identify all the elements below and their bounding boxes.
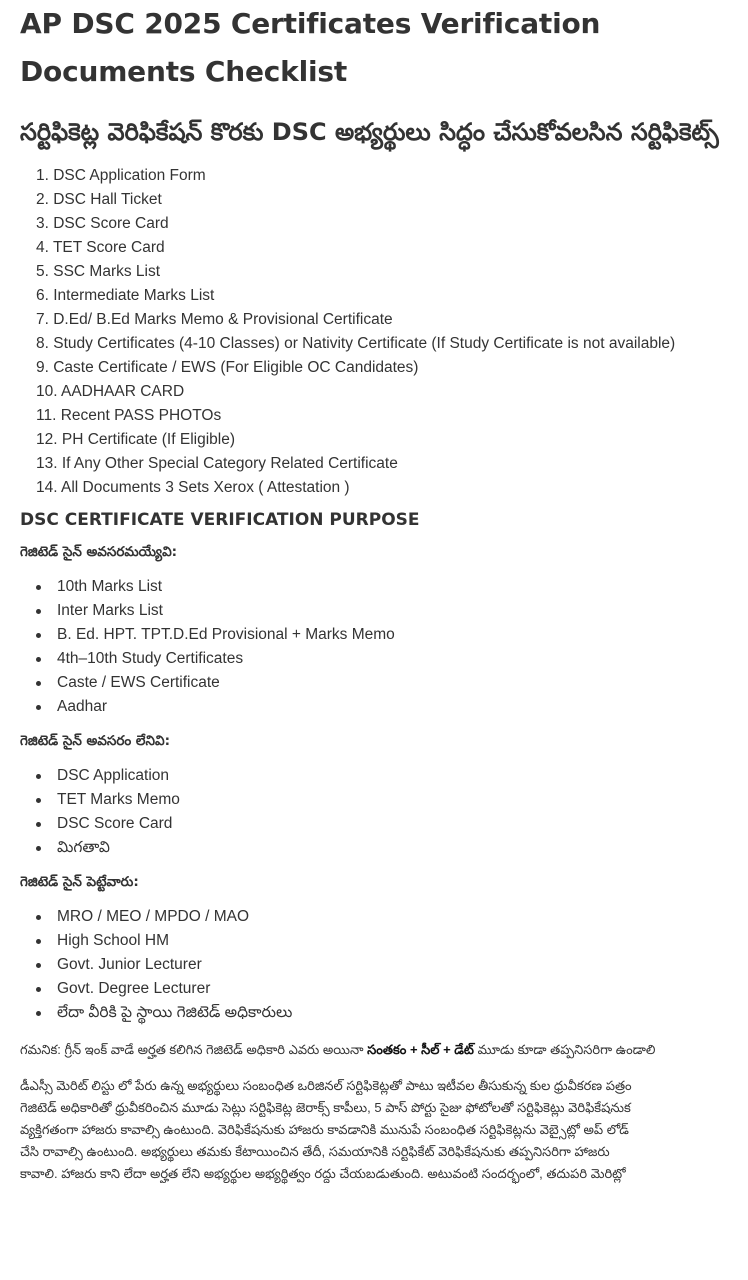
gazetted-not-required-heading: గెజిటెడ్ సైన్ అవసరం లేనివి: xyxy=(20,733,170,749)
paragraph-line: వ్యక్తిగతంగా హాజరు కావాల్సి ఉంటుంది. వెరిఫికేషనుకు హాజరు కావడానికి మునుపే సంబంధిత సర్టిఫికెట్లను వెబ్సైట్లో అప్ లోడ్ xyxy=(20,1122,629,1137)
paragraph-line: డీఎస్సీ మెరిట్ లిస్టు లో పేరు ఉన్న అభ్యర్థులు సంబంధిత ఒరిజినల్ సర్టిఫికెట్లతో పాటు ఇటీవల తీసుకున్న కుల ధ్రువీకరణ పత్రం xyxy=(20,1078,632,1093)
note-prefix: గమనిక: గ్రీన్ ఇంక్ వాడే అర్హత కలిగిన గెజిటెడ్ అధికారి ఎవరు అయినా xyxy=(20,1042,368,1057)
page-title: AP DSC 2025 Certificates Verification Documents Checklist xyxy=(20,7,601,88)
paragraph-line: చేసి రావాల్సి ఉంటుంది. అభ్యర్థులు తమకు కేటాయించిన తేదీ, సమయానికి సర్టిఫికేట్ వెరిఫికేషనుకు తప్పనిసరిగా హాజరు xyxy=(20,1144,610,1159)
list-item: Inter Marks List xyxy=(57,599,740,623)
document-item: 14. All Documents 3 Sets Xerox ( Attestation ) xyxy=(36,479,350,496)
documents-list xyxy=(20,164,740,500)
list-item: Govt. Degree Lecturer xyxy=(57,977,740,1001)
paragraph-line: గెజిటెడ్ అధికారితో ధ్రువీకరించిన మూడు సెట్లు సర్టిఫికెట్ల జెరాక్స్ కాపీలు, 5 పాస్ పోర్టు సైజు ఫోటోలతో సర్టిఫికెట్లు వెరిఫికేషనుక xyxy=(20,1100,631,1115)
gazetted-required-heading: గెజిటెడ్ సైన్ అవసరమయ్యేవి: xyxy=(20,544,178,560)
document-item: 7. D.Ed/ B.Ed Marks Memo & Provisional Certificate xyxy=(36,311,393,328)
list-item: Aadhar xyxy=(57,695,740,719)
gazetted-not-required-list xyxy=(20,764,740,860)
purpose-heading: DSC CERTIFICATE VERIFICATION PURPOSE xyxy=(20,510,420,530)
document-item: 1. DSC Application Form xyxy=(36,167,206,184)
list-item: DSC Score Card xyxy=(57,812,740,836)
info-paragraph xyxy=(20,1075,740,1185)
document-item: 2. DSC Hall Ticket xyxy=(36,191,162,208)
list-item: MRO / MEO / MPDO / MAO xyxy=(57,905,740,929)
list-item: Caste / EWS Certificate xyxy=(57,671,740,695)
document-item: 12. PH Certificate (If Eligible) xyxy=(36,431,235,448)
document-item: 13. If Any Other Special Category Related Certificate xyxy=(36,455,398,472)
note xyxy=(20,1039,735,1061)
telugu-heading: సర్టిఫికెట్ల వెరిఫికేషన్ కొరకు DSC అభ్యర్థులు సిద్ధం చేసుకోవలసిన సర్టిఫికెట్స్ xyxy=(20,118,719,146)
list-item: లేదా వీరికి పై స్థాయి గెజిటెడ్ అధికారులు xyxy=(57,1001,740,1025)
list-item: 10th Marks List xyxy=(57,575,740,599)
paragraph-line: కావాలి. హాజరు కాని లేదా అర్హత లేని అభ్యర్థుల అభ్యర్థిత్వం రద్దు చేయబడుతుంది. అటువంటి సందర్భంలో, తదుపరి మెరిట్లో xyxy=(20,1166,626,1181)
list-item: DSC Application xyxy=(57,764,740,788)
list-item: TET Marks Memo xyxy=(57,788,740,812)
document-item: 8. Study Certificates (4-10 Classes) or Nativity Certificate (If Study Certificate is not available) xyxy=(36,335,676,352)
gazetted-signers-heading: గెజిటెడ్ సైన్ పెట్టేవారు: xyxy=(20,874,139,890)
document-item: 6. Intermediate Marks List xyxy=(36,287,215,304)
gazetted-required-list xyxy=(20,575,740,719)
list-item: 4th–10th Study Certificates xyxy=(57,647,740,671)
document-item: 9. Caste Certificate / EWS (For Eligible OC Candidates) xyxy=(36,359,419,376)
note-bold: సంతకం + సీల్ + డేట్ xyxy=(367,1042,474,1057)
list-item: Govt. Junior Lecturer xyxy=(57,953,740,977)
gazetted-signers-list xyxy=(20,905,740,1025)
list-item: B. Ed. HPT. TPT.D.Ed Provisional + Marks Memo xyxy=(57,623,740,647)
document-item: 11. Recent PASS PHOTOs xyxy=(36,407,222,424)
list-item: High School HM xyxy=(57,929,740,953)
document-item: 5. SSC Marks List xyxy=(36,263,161,280)
document-item: 4. TET Score Card xyxy=(36,239,165,256)
list-item: మిగతావి xyxy=(57,836,740,860)
note-suffix: మూడు కూడా తప్పనిసరిగా ఉండాలి xyxy=(473,1042,656,1057)
document-item: 10. AADHAAR CARD xyxy=(36,383,185,400)
document-item: 3. DSC Score Card xyxy=(36,215,169,232)
